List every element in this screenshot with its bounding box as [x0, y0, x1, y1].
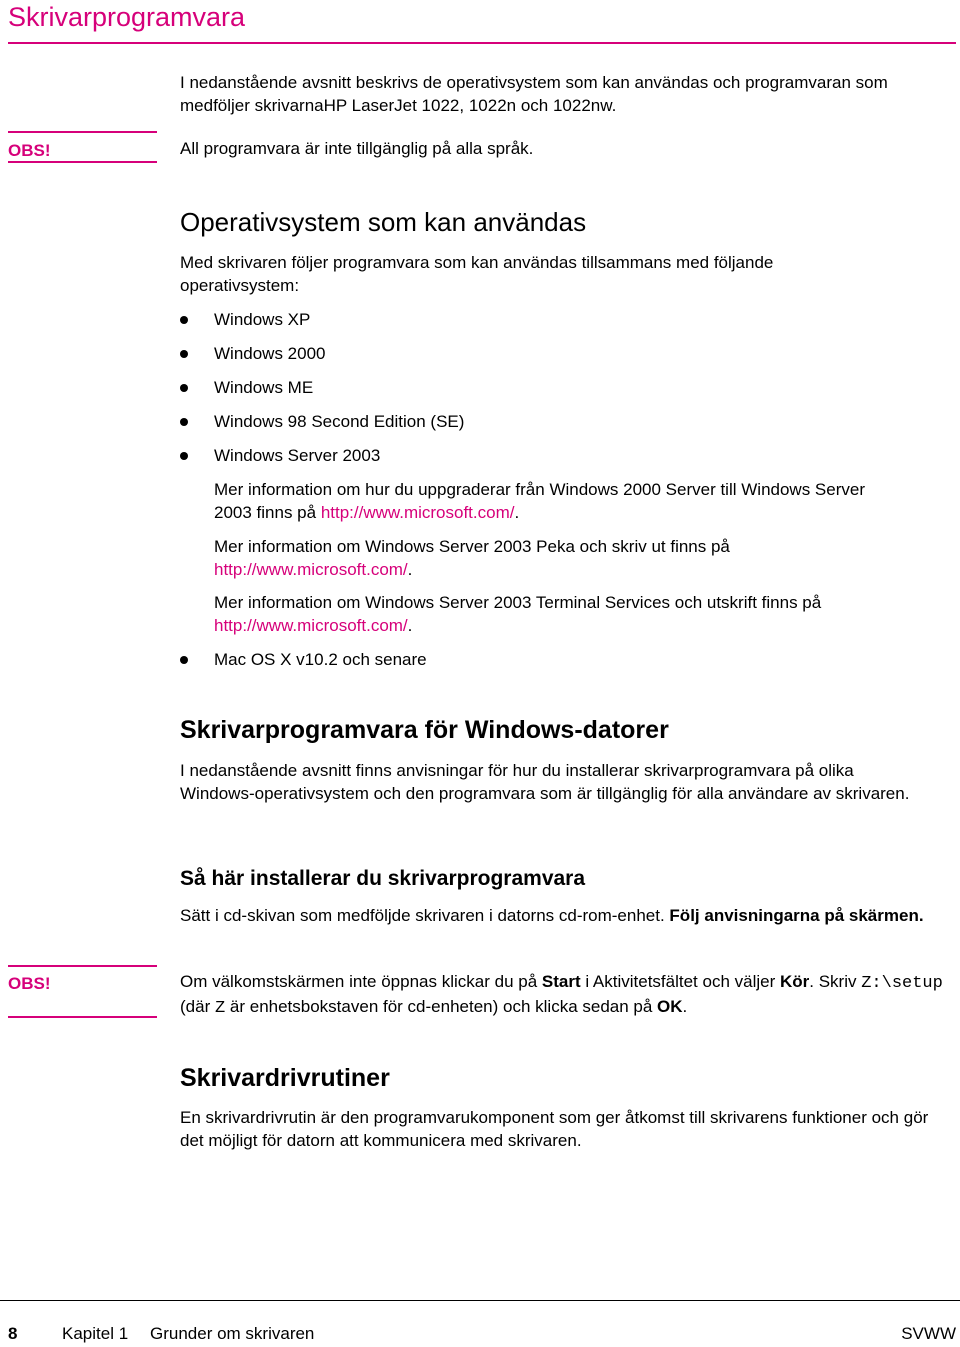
note-text-install: Om välkomstskärmen inte öppnas klickar du på Start i Aktivitetsfältet och väljer Kör. Skriv Z:\setup (där Z är enhetsbokstaven för cd-enheten) och klicka sedan på OK. — [180, 972, 943, 1018]
microsoft-link[interactable]: http://www.microsoft.com/ — [320, 503, 515, 522]
server-note-upgrade: Mer information om hur du uppgraderar från Windows 2000 Server till Windows Server 2003 finns på http://www.microsoft.com/. — [214, 480, 865, 522]
section-heading-windows-software: Skrivarprogramvara för Windows-datorer — [180, 716, 669, 744]
list-item: Windows Server 2003 — [180, 444, 920, 467]
install-text: Sätt i cd-skivan som medföljde skrivaren i datorns cd-rom-enhet. Följ anvisningarna på skärmen. — [180, 906, 924, 925]
windows-software-text: I nedanstående avsnitt finns anvisningar för hur du installerar skrivarprogramvara på olika Windows-operativsystem och den programvara som är tillgänglig för alla användare av skrivaren. — [180, 761, 910, 803]
section-heading-install: Så här installerar du skrivarprogramvara — [180, 867, 586, 890]
intro-paragraph: I nedanstående avsnitt beskrivs de operativsystem som kan användas och programvaran som medföljer skrivarnaHP LaserJet 1022, 1022n och 1022nw. — [180, 73, 888, 115]
list-item: Windows ME — [180, 376, 920, 399]
note-rule-top — [8, 965, 157, 967]
note-label: OBS! — [8, 974, 51, 993]
page-number: 8 — [8, 1324, 18, 1343]
section-heading-os: Operativsystem som kan användas — [180, 207, 587, 237]
page-title: Skrivarprogramvara — [8, 2, 246, 32]
footer-rule — [0, 1300, 960, 1301]
os-intro: Med skrivaren följer programvara som kan användas tillsammans med följande operativsystem: — [180, 253, 774, 295]
bullet-icon — [180, 316, 188, 324]
drivers-text: En skrivardrivrutin är den programvarukomponent som ger åtkomst till skrivarens funktioner och gör det möjligt för datorn att kommunicera med skrivaren. — [180, 1108, 929, 1150]
list-item: Windows 98 Second Edition (SE) — [180, 410, 920, 433]
os-list — [180, 308, 920, 467]
note-label: OBS! — [8, 141, 51, 160]
note-rule-bottom — [8, 1016, 157, 1018]
list-item: Windows 2000 — [180, 342, 920, 365]
bullet-icon — [180, 384, 188, 392]
microsoft-link[interactable]: http://www.microsoft.com/ — [214, 560, 408, 579]
note-rule-bottom — [8, 161, 157, 163]
section-heading-drivers: Skrivardrivrutiner — [180, 1064, 390, 1092]
bullet-icon — [180, 418, 188, 426]
os-list-continued — [180, 648, 920, 671]
microsoft-link[interactable]: http://www.microsoft.com/ — [214, 616, 408, 635]
list-item: Windows XP — [180, 308, 920, 331]
note-rule-top — [8, 131, 157, 133]
server-note-terminal-services: Mer information om Windows Server 2003 Terminal Services och utskrift finns på http://www.microsoft.com/. — [214, 593, 822, 635]
chapter-label: Kapitel 1 — [62, 1324, 129, 1343]
note-text: All programvara är inte tillgänglig på alla språk. — [180, 139, 534, 158]
document-code: SVWW — [901, 1324, 956, 1343]
list-item: Mac OS X v10.2 och senare — [180, 648, 920, 671]
title-rule — [8, 42, 956, 44]
bullet-icon — [180, 656, 188, 664]
chapter-title: Grunder om skrivaren — [150, 1324, 315, 1343]
bullet-icon — [180, 452, 188, 460]
bullet-icon — [180, 350, 188, 358]
server-note-point-and-print: Mer information om Windows Server 2003 Peka och skriv ut finns på http://www.microsoft.com/. — [214, 537, 730, 579]
